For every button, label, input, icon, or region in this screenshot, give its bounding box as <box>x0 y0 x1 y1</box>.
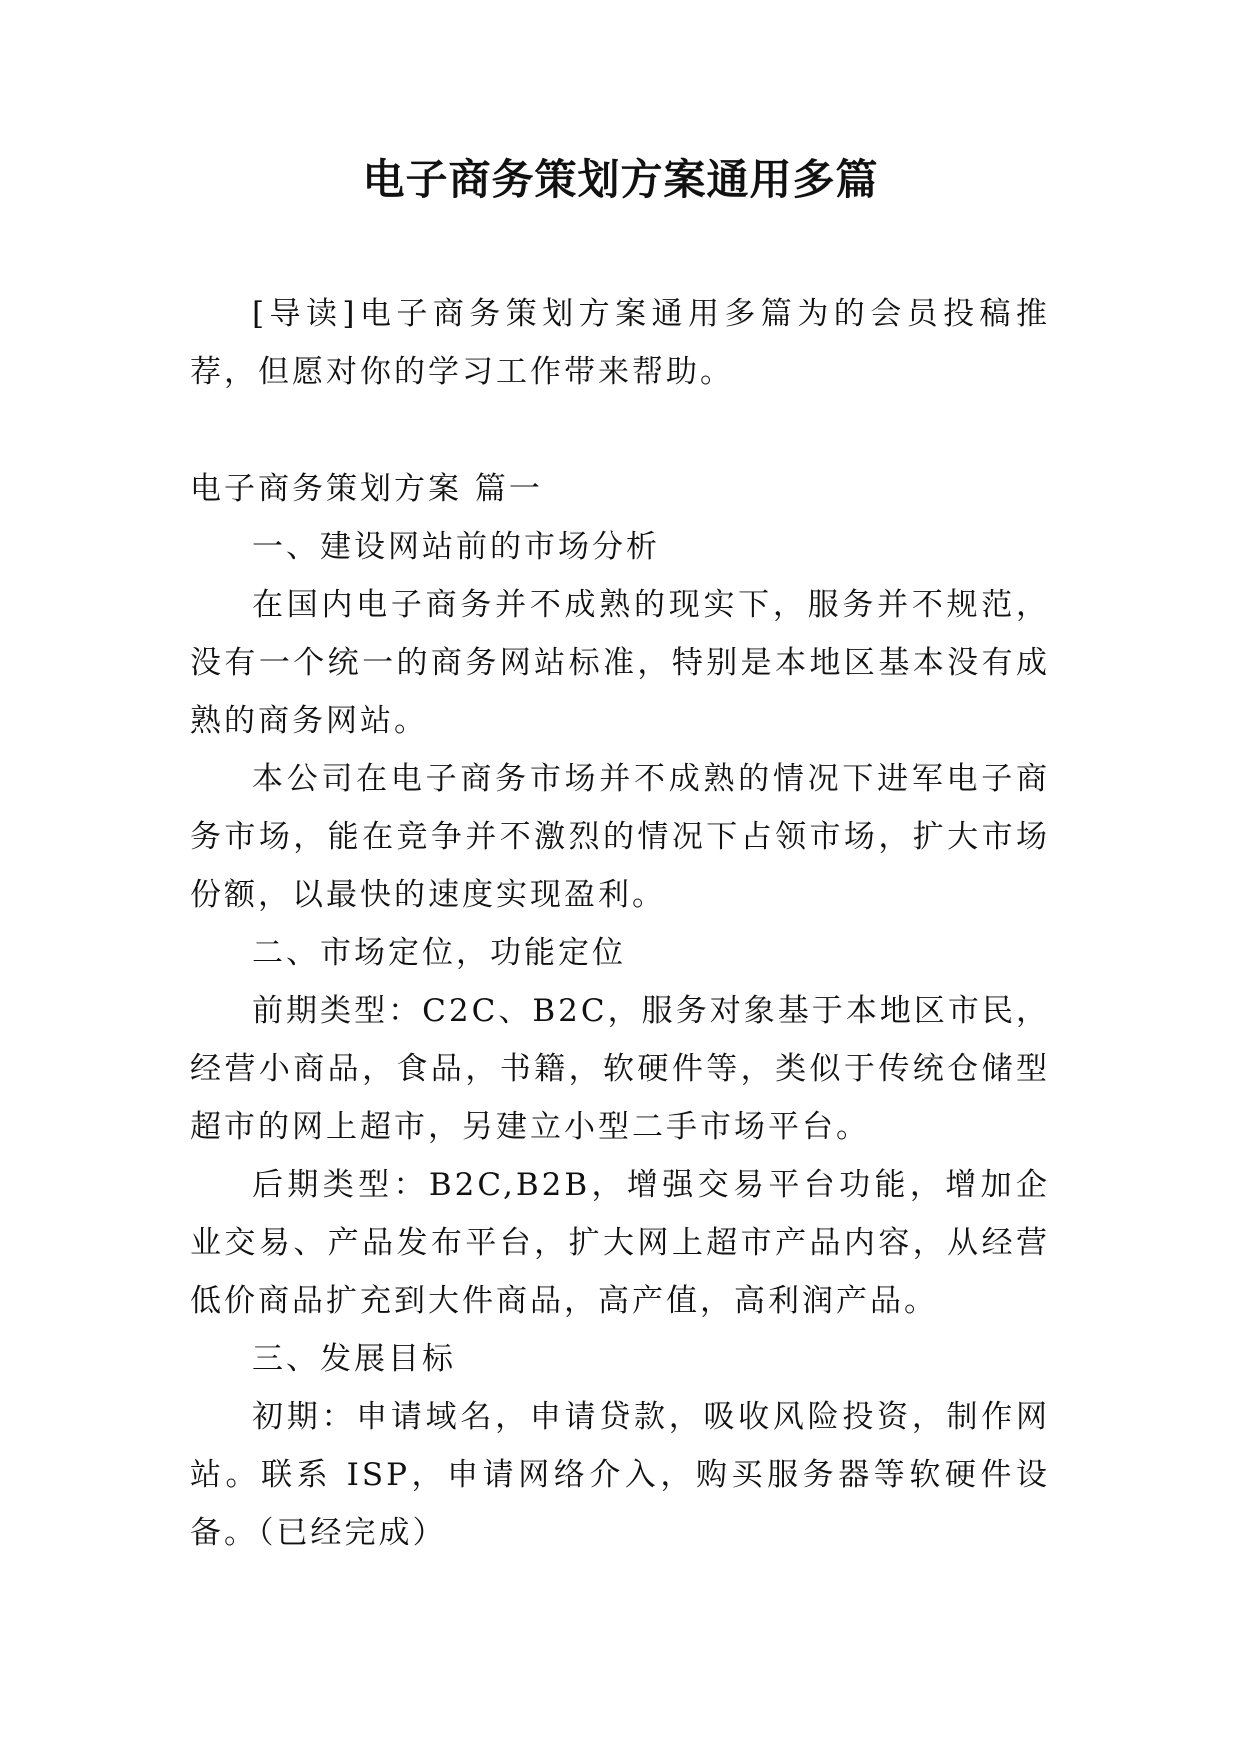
document-title: 电子商务策划方案通用多篇 <box>362 155 879 204</box>
paragraph-later-type: 后期类型：B2C,B2B，增强交易平台功能，增加企业交易、产品发布平台，扩大网上超市产品内容，从经营低价商品扩充到大件商品，高产值，高利润产品。 <box>190 1167 1050 1319</box>
heading-positioning: 二、市场定位，功能定位 <box>252 935 626 971</box>
heading-goals: 三、发展目标 <box>252 1341 456 1377</box>
document-body <box>190 285 1050 1562</box>
heading-market-analysis: 一、建设网站前的市场分析 <box>252 529 660 565</box>
paragraph-market-status: 在国内电子商务并不成熟的现实下，服务并不规范，没有一个统一的商务网站标准，特别是本地区基本没有成熟的商务网站。 <box>190 587 1050 739</box>
intro-paragraph: [导读]电子商务策划方案通用多篇为的会员投稿推荐，但愿对你的学习工作带来帮助。 <box>190 296 1050 390</box>
paragraph-company-entry: 本公司在电子商务市场并不成熟的情况下进军电子商务市场，能在竞争并不激烈的情况下占领市场，扩大市场份额，以最快的速度实现盈利。 <box>190 761 1050 913</box>
paragraph-initial-stage: 初期：申请域名，申请贷款，吸收风险投资，制作网站。联系 ISP，申请网络介入，购买服务器等软硬件设备。（已经完成） <box>190 1399 1050 1551</box>
paragraph-early-type: 前期类型：C2C、B2C，服务对象基于本地区市民，经营小商品，食品，书籍，软硬件等，类似于传统仓储型超市的网上超市，另建立小型二手市场平台。 <box>190 993 1050 1145</box>
section-heading: 电子商务策划方案 篇一 <box>190 471 543 507</box>
